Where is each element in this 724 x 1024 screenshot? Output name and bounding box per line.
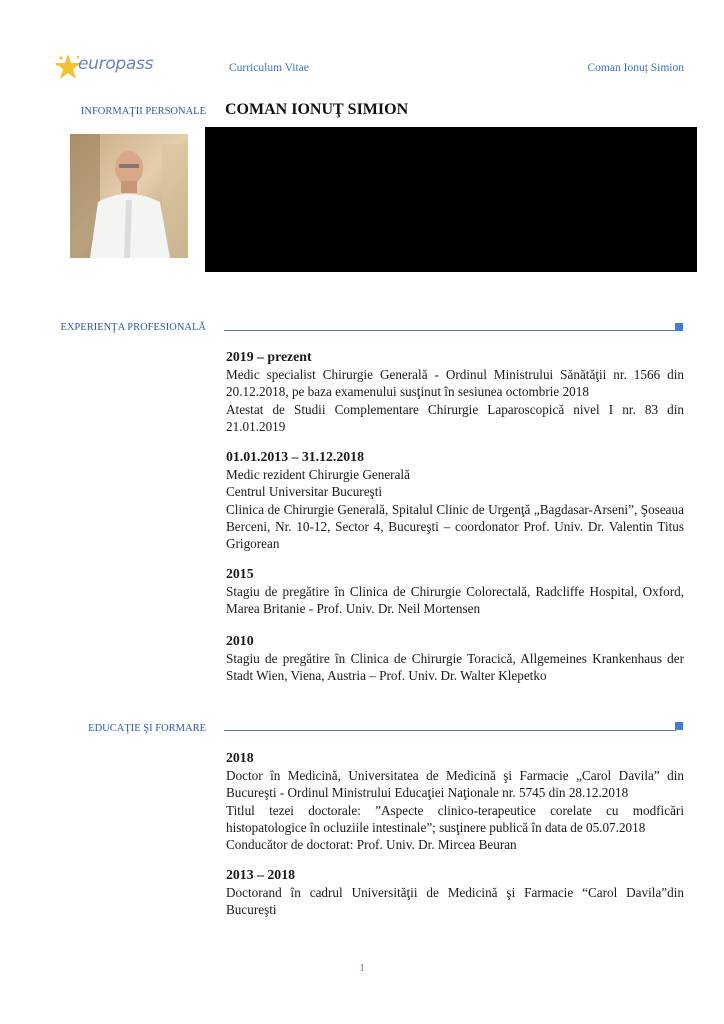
entry-line: Atestat de Studii Complementare Chirurgie Laparoscopică nivel I nr. 83 din 21.01.2019 <box>226 401 684 434</box>
europass-logo <box>52 52 152 82</box>
entry-line: Conducător de doctorat: Prof. Univ. Dr. Mircea Beuran <box>226 837 517 853</box>
profile-photo <box>70 134 188 258</box>
entry-date: 2019 – prezent <box>226 349 312 364</box>
entry-line: Titlul tezei doctorale: ”Aspecte clinico-terapeutice corelate cu modficări histopatologice în ocluziile intestinale”; susţinere publică în data de 05.07.2018 <box>226 802 684 835</box>
experience-entry <box>226 348 684 435</box>
header-person-name: Coman Ionuț Simion <box>587 62 684 74</box>
section-divider <box>224 330 676 331</box>
entry-date: 01.01.2013 – 31.12.2018 <box>226 449 364 464</box>
section-divider-marker <box>675 722 683 730</box>
full-name: COMAN IONUŢ SIMION <box>225 101 409 118</box>
education-entry <box>226 749 684 853</box>
entry-line: Doctorand în cadrul Universităţii de Medicină şi Farmacie “Carol Davila”din Bucureşti <box>226 885 684 918</box>
entry-date: 2018 <box>226 750 254 765</box>
entry-line: Stagiu de pregătire în Clinica de Chirurgie Colorectală, Radcliffe Hospital, Oxford, Marea Britanie - Prof. Univ. Dr. Neil Mortensen <box>226 584 684 617</box>
entry-line: Doctor în Medicină, Universitatea de Medicină şi Farmacie „Carol Davila” din Bucureşti - Ordinul Ministrului Educaţiei Naţionale nr. 5745 din 28.12.2018 <box>226 768 684 801</box>
entry-line: Stagiu de pregătire în Clinica de Chirurgie Toracică, Allgemeines Krankenhaus der Stadt Wien, Viena, Austria – Prof. Univ. Dr. Walter Klepetko <box>226 651 684 684</box>
entry-date: 2013 – 2018 <box>226 867 295 882</box>
entry-date: 2015 <box>226 566 254 581</box>
experience-entry <box>226 448 684 552</box>
redacted-contact-block <box>205 127 697 272</box>
education-entry <box>226 866 684 919</box>
section-label-experience: EXPERIENŢA PROFESIONALĂ <box>60 322 206 333</box>
experience-entry <box>226 632 684 685</box>
europass-logo-text: europass <box>78 54 154 74</box>
section-divider <box>224 730 676 731</box>
experience-entry <box>226 565 684 618</box>
section-label-personal: INFORMAŢII PERSONALE <box>80 106 206 117</box>
cv-title: Curriculum Vitae <box>229 62 309 74</box>
entry-line: Medic rezident Chirurgie Generală <box>226 467 410 483</box>
entry-line: Centrul Universitar Bucureşti <box>226 484 383 500</box>
entry-date: 2010 <box>226 633 254 648</box>
entry-line: Clinica de Chirurgie Generală, Spitalul Clinic de Urgenţă „Bagdasar-Arseni”, Şoseaua Berceni, Nr. 10-12, Sector 4, Bucureşti – coordonator Prof. Univ. Dr. Valentin Titus Grigorean <box>226 501 684 552</box>
page-number: 1 <box>359 963 365 974</box>
section-label-education: EDUCAŢIE ŞI FORMARE <box>88 723 206 734</box>
entry-line: Medic specialist Chirurgie Generală - Ordinul Ministrului Sănătăţii nr. 1566 din 20.12.2018, pe baza examenului susţinut în sesiunea octombrie 2018 <box>226 367 684 400</box>
section-divider-marker <box>675 323 683 331</box>
